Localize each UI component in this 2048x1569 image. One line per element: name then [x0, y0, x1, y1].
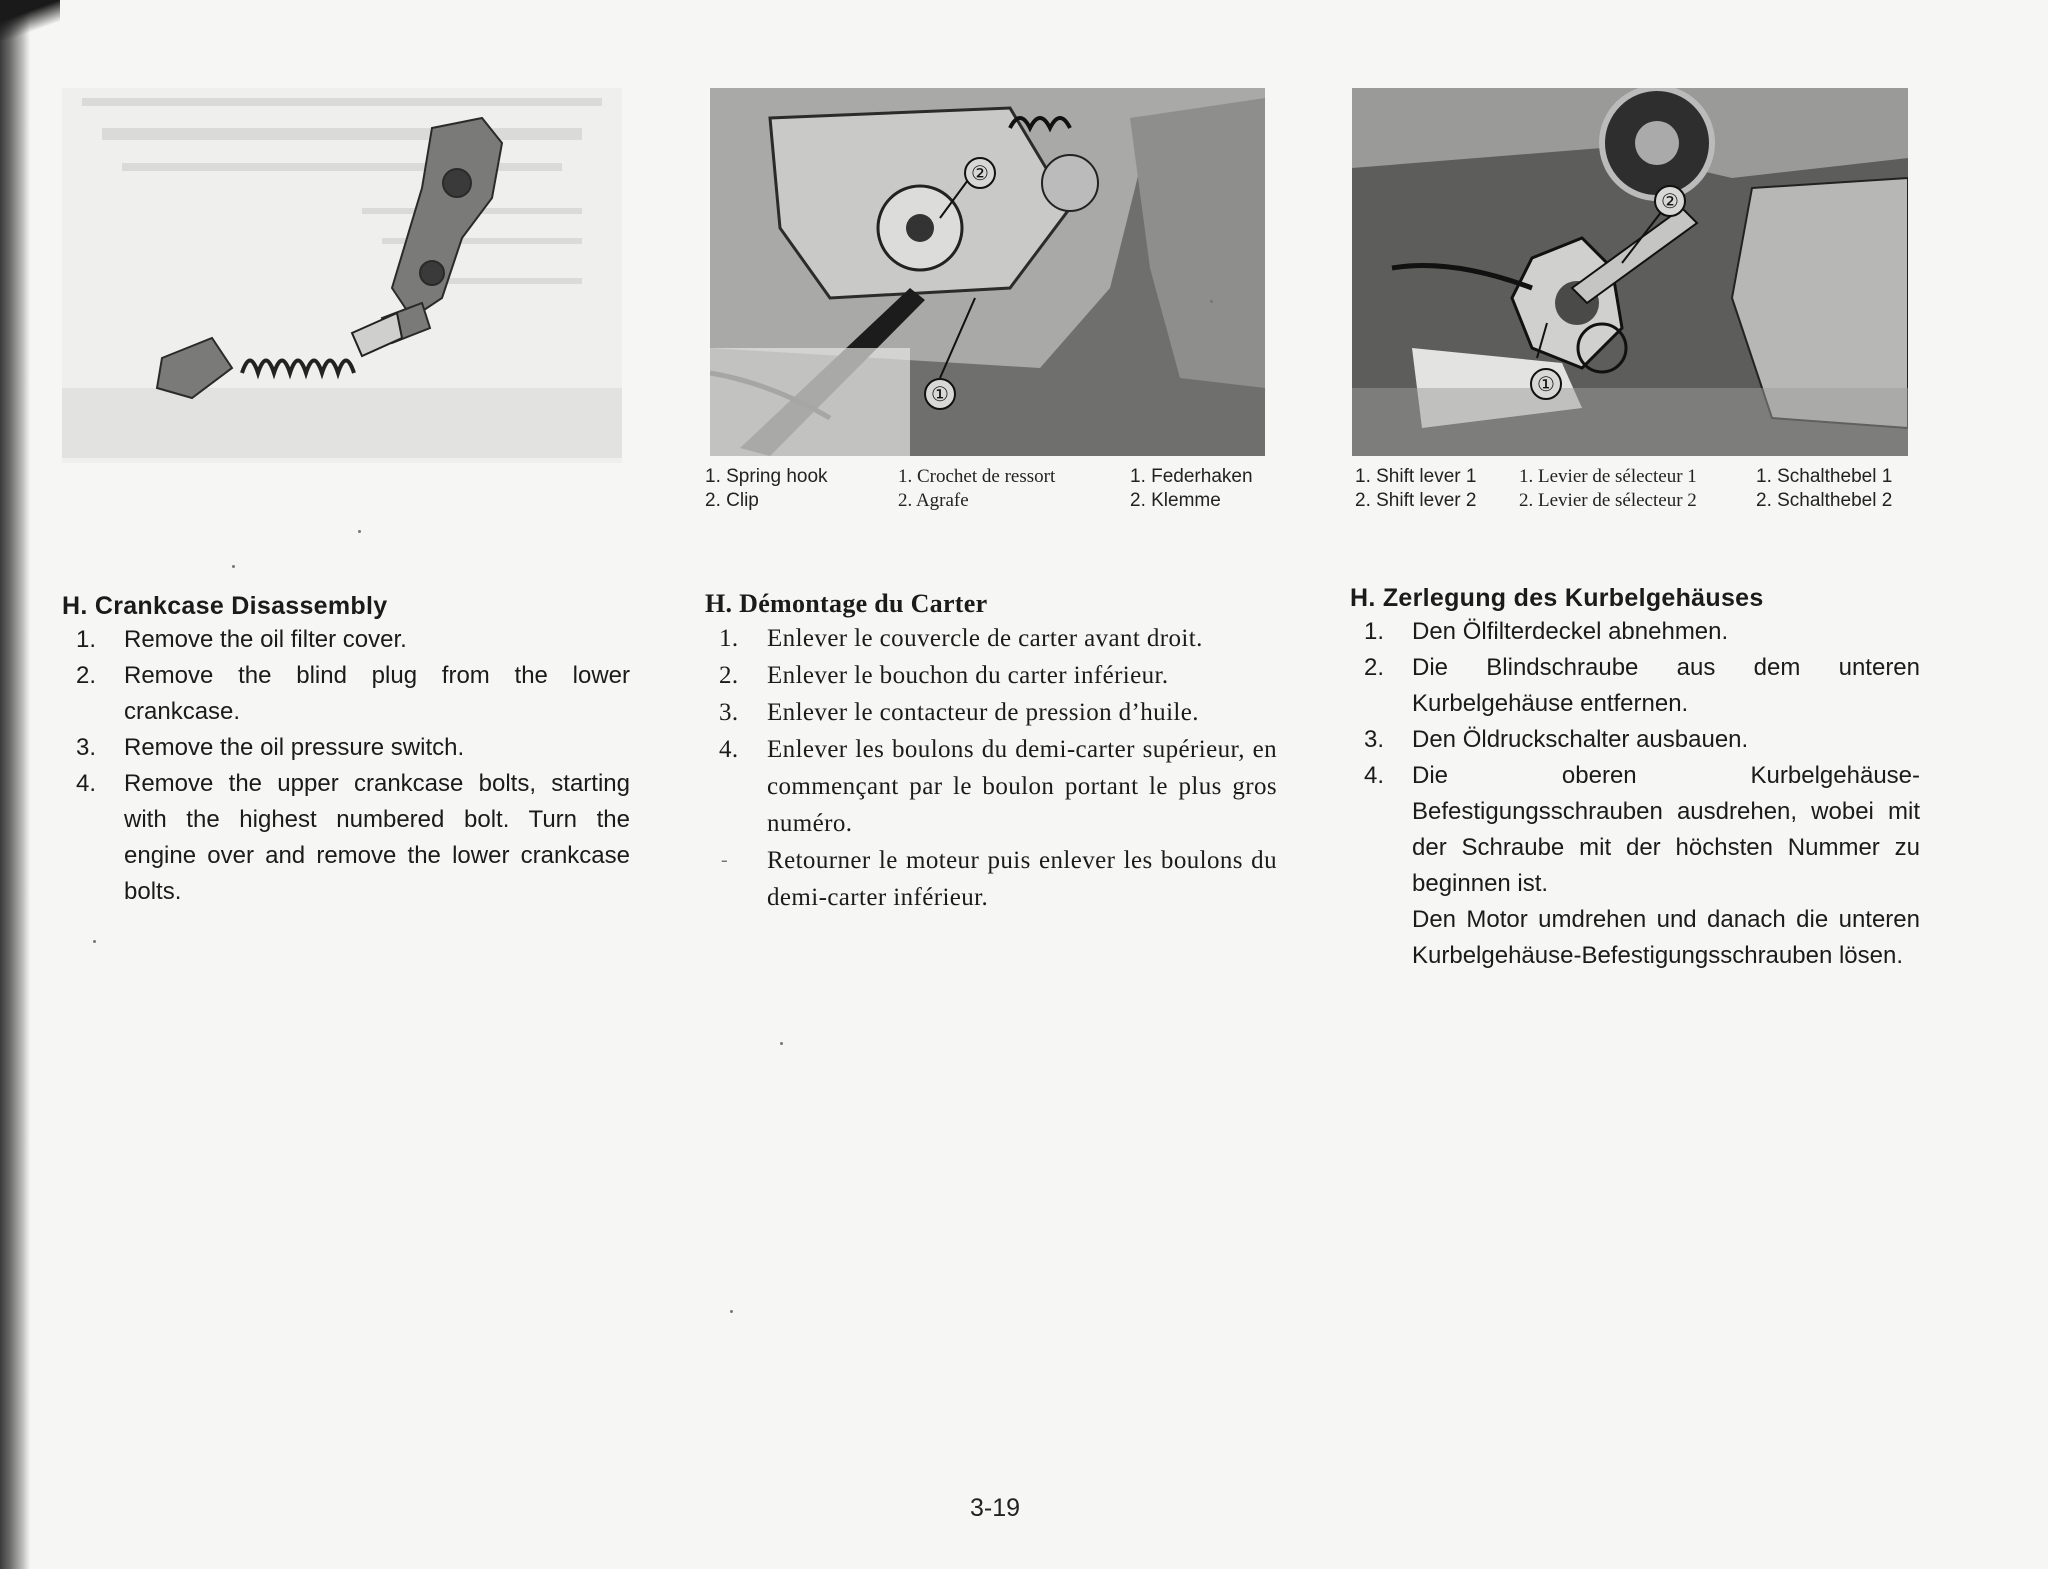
- step-number: 4.: [719, 736, 739, 763]
- caption-en: [1355, 465, 1476, 513]
- spring-hook-clip-illustration: [710, 88, 1265, 456]
- step-text: Remove the oil pressure switch.: [124, 734, 465, 761]
- callout-1: ①: [931, 384, 949, 406]
- step-number: 2.: [1364, 654, 1385, 681]
- caption-middle: [705, 465, 1275, 517]
- scan-speck: [1210, 300, 1213, 303]
- step-text: Remove the upper crankcase bolts, starting with the highest numbered bolt. Turn the engine over and remove the lower crankcase bolts.: [124, 770, 630, 905]
- step-text: Den Öldruckschalter ausbauen.: [1412, 726, 1749, 753]
- caption-line: 2. Shift lever 2: [1355, 490, 1477, 511]
- step-item: [1350, 650, 1920, 722]
- caption-fr: [1519, 465, 1697, 513]
- step-item: [705, 620, 1277, 657]
- step-item: [705, 694, 1277, 731]
- page-number: 3-19: [970, 1494, 1021, 1522]
- step-text: Remove the blind plug from the lower crankcase.: [124, 662, 630, 725]
- step-text: Enlever le couvercle de carter avant droit.: [767, 625, 1203, 652]
- scan-speck: [93, 940, 96, 943]
- step-number: 3.: [719, 699, 739, 726]
- caption-en: [705, 465, 828, 513]
- oil-valve-parts-illustration: [62, 88, 622, 463]
- caption-line: 1. Shift lever 1: [1355, 466, 1477, 487]
- section-heading: H. Zerlegung des Kurbelgehäuses: [1350, 584, 1764, 612]
- step-number: 3.: [76, 734, 97, 761]
- continuation-text: Retourner le moteur puis enlever les boulons du demi-carter inférieur.: [767, 847, 1277, 911]
- step-number: 4.: [76, 770, 97, 797]
- caption-line: 2. Clip: [705, 490, 759, 511]
- scan-speck: [780, 1042, 783, 1045]
- caption-line: 2. Klemme: [1130, 490, 1221, 511]
- caption-line: 2. Schalthebel 2: [1756, 490, 1893, 511]
- step-continuation: Den Motor umdrehen und danach die unteren Kurbelgehäuse-Befestigungsschrauben lösen.: [1412, 906, 1920, 969]
- caption-line: 2. Agrafe: [898, 490, 969, 511]
- step-item: [705, 657, 1277, 694]
- step-number: 4.: [1364, 762, 1385, 789]
- caption-line: 1. Federhaken: [1130, 466, 1253, 487]
- caption-line: 1. Schalthebel 1: [1756, 466, 1893, 487]
- book-binding-shadow: [0, 0, 30, 1569]
- section-german: [1350, 582, 1920, 974]
- page-corner-shadow: [0, 0, 60, 40]
- section-heading: H. Crankcase Disassembly: [62, 592, 388, 620]
- step-text: Remove the oil filter cover.: [124, 626, 407, 653]
- caption-line: 1. Crochet de ressort: [898, 466, 1056, 487]
- caption-de: [1756, 465, 1892, 513]
- step-number: 2.: [719, 662, 739, 689]
- scan-speck: [358, 530, 361, 533]
- step-item: [62, 730, 630, 766]
- step-number: 1.: [76, 626, 97, 653]
- step-item: [1350, 614, 1920, 650]
- caption-de: [1130, 465, 1253, 513]
- photo-shift-levers: [1352, 88, 1908, 456]
- section-heading: H. Démontage du Carter: [705, 589, 988, 618]
- step-item: [62, 766, 630, 910]
- steps-list: [1350, 614, 1920, 902]
- callout-2: ②: [971, 163, 989, 185]
- step-item: [62, 622, 630, 658]
- step-item: [1350, 722, 1920, 758]
- step-text: Enlever le contacteur de pression d’huile.: [767, 699, 1199, 726]
- section-french: [705, 588, 1277, 916]
- step-item: [1350, 758, 1920, 902]
- caption-line: 1. Levier de sélecteur 1: [1519, 466, 1697, 487]
- step-continuation: - Retourner le moteur puis enlever les boulons du demi-carter inférieur.: [721, 847, 1277, 911]
- shift-levers-illustration: [1352, 88, 1908, 456]
- step-text: Den Ölfilterdeckel abnehmen.: [1412, 618, 1729, 645]
- step-text: Enlever le bouchon du carter inférieur.: [767, 662, 1169, 689]
- scan-speck: [232, 565, 235, 568]
- step-text: Enlever les boulons du demi-carter supérieur, en commençant par le boulon portant le plus gros numéro.: [767, 736, 1277, 837]
- step-item: [62, 658, 630, 730]
- photo-spring-hook-clip: [710, 88, 1265, 456]
- callout-1: ①: [1537, 374, 1555, 396]
- step-text: Die Blindschraube aus dem unteren Kurbelgehäuse entfernen.: [1412, 654, 1920, 717]
- step-text: Die oberen Kurbelgehäuse-Befestigungsschrauben ausdrehen, wobei mit der Schraube mit der höchsten Nummer zu beginnen ist.: [1412, 762, 1920, 897]
- section-english: [62, 590, 630, 910]
- steps-list: [705, 620, 1277, 842]
- callout-2: ②: [1661, 191, 1679, 213]
- scan-speck: [730, 1310, 733, 1313]
- photo-oil-valve-parts: [62, 88, 622, 463]
- step-number: 3.: [1364, 726, 1385, 753]
- step-number: 1.: [1364, 618, 1385, 645]
- step-number: 1.: [719, 625, 739, 652]
- step-number: 2.: [76, 662, 97, 689]
- caption-right: [1355, 465, 1915, 517]
- step-item: [705, 731, 1277, 842]
- steps-list: [62, 622, 630, 910]
- caption-line: 1. Spring hook: [705, 466, 828, 487]
- caption-fr: [898, 465, 1055, 513]
- caption-line: 2. Levier de sélecteur 2: [1519, 490, 1697, 511]
